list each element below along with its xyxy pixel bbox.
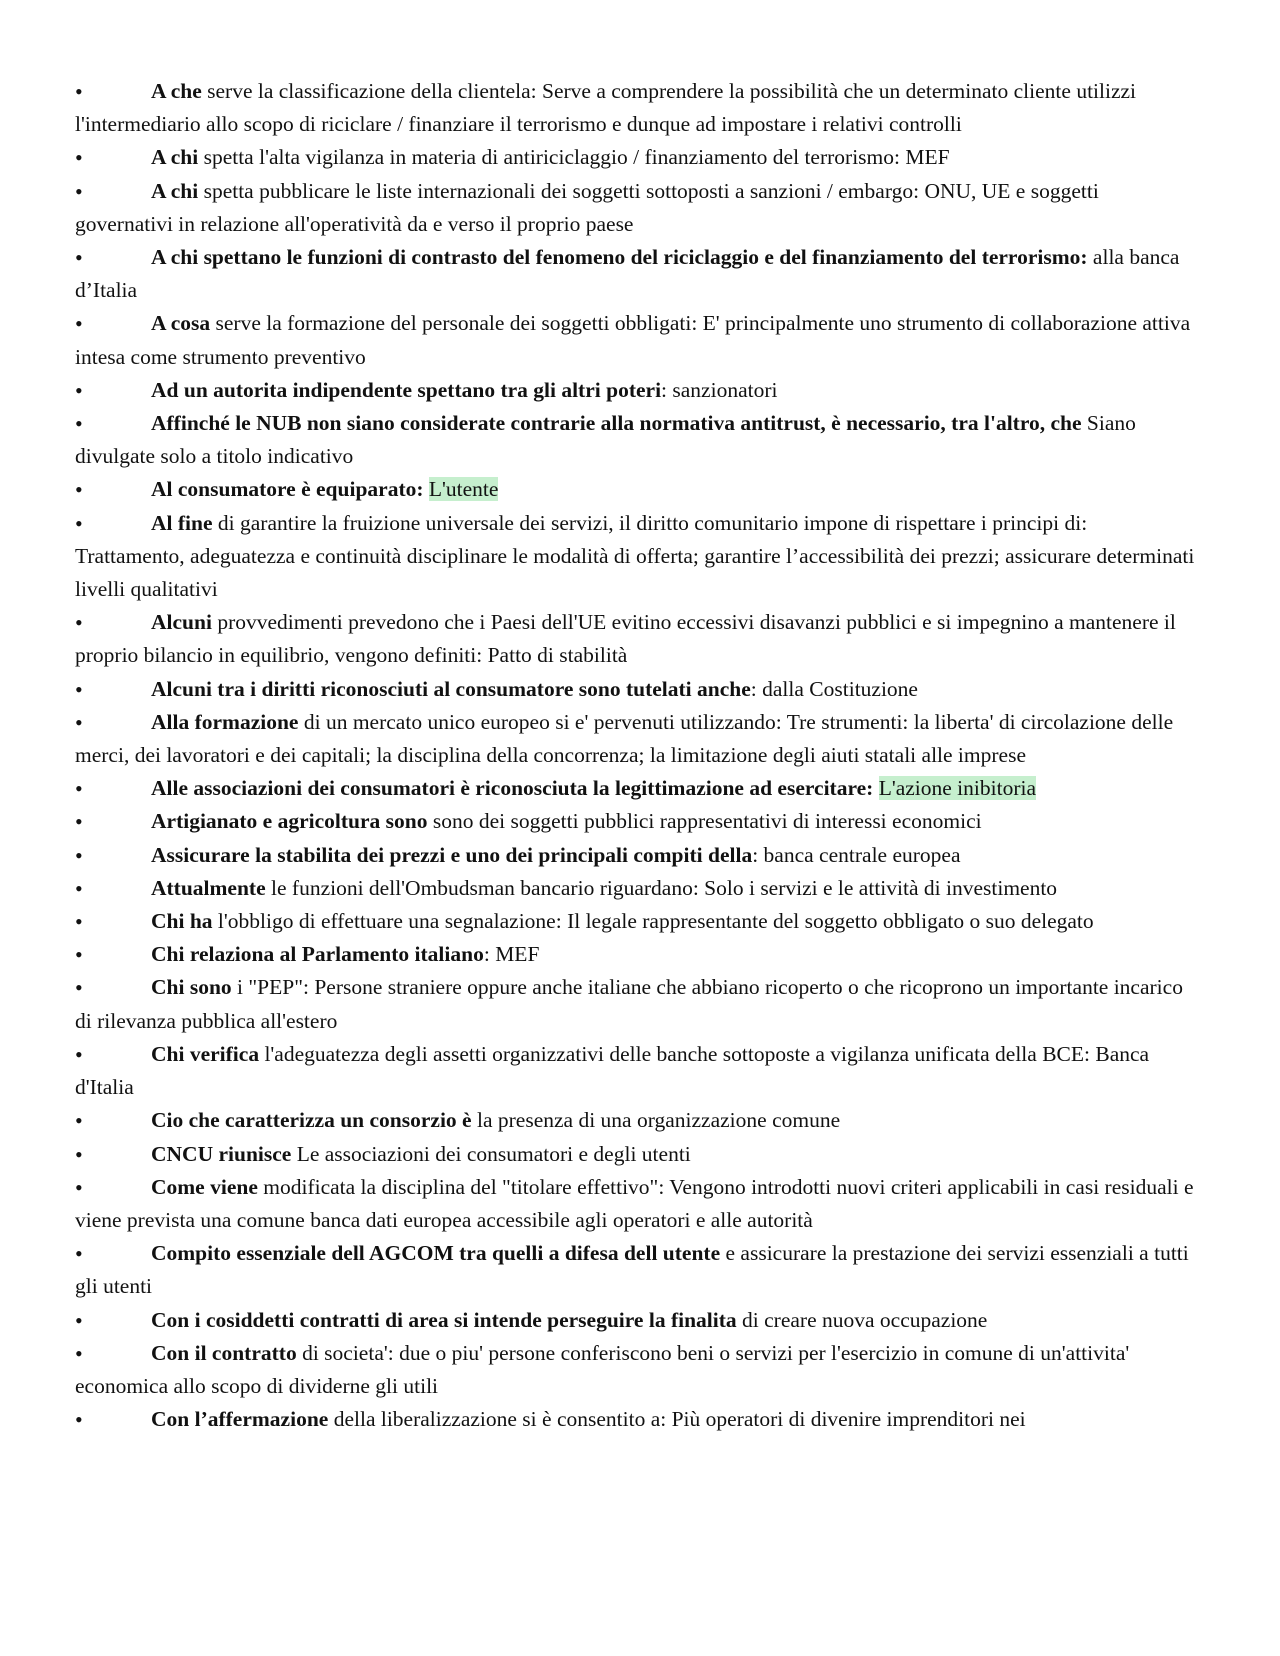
list-item bbox=[75, 1337, 1200, 1403]
list-item bbox=[75, 307, 1200, 373]
item-text: sono dei soggetti pubblici rappresentativi di interessi economici bbox=[427, 809, 982, 834]
item-highlighted-answer: L'azione inibitoria bbox=[878, 776, 1036, 801]
bullet-icon: • bbox=[75, 875, 83, 901]
item-text: di un mercato unico europeo si e' pervenuti utilizzando: Tre strumenti: la liberta' di circolazione delle merci, dei lavoratori e dei capitali; la disciplina della concorrenza; la limitazione degli aiuti statali alle imprese bbox=[75, 709, 1174, 768]
bullet-icon: • bbox=[75, 1307, 83, 1333]
item-highlighted-answer: L'utente bbox=[428, 477, 499, 502]
item-text: l'adeguatezza degli assetti organizzativi delle banche sottoposte a vigilanza unificata della BCE: Banca d'Italia bbox=[75, 1041, 1150, 1100]
list-item bbox=[75, 374, 1200, 407]
quiz-answer-list bbox=[75, 75, 1200, 1436]
bullet-icon: • bbox=[75, 145, 83, 171]
list-item bbox=[75, 606, 1200, 672]
bullet-icon: • bbox=[75, 311, 83, 337]
item-lead-bold: Affinché le NUB non siano considerate contrarie alla normativa antitrust, è necessario, tra l'altro, che bbox=[151, 411, 1082, 436]
item-text: serve la classificazione della clientela: Serve a comprendere la possibilità che un determinato cliente utilizzi l'intermediario allo scopo di riciclare / finanziare il terrorismo e dunque ad impostare i relativi controlli bbox=[75, 79, 1137, 137]
list-item bbox=[75, 175, 1200, 241]
list-item bbox=[75, 772, 1200, 805]
bullet-icon: • bbox=[75, 942, 83, 968]
item-lead-bold: Al fine bbox=[151, 510, 213, 535]
bullet-icon: • bbox=[75, 909, 83, 935]
list-item bbox=[75, 1138, 1200, 1171]
bullet-icon: • bbox=[75, 510, 83, 536]
bullet-icon: • bbox=[75, 709, 83, 735]
item-lead-bold: Alla formazione bbox=[151, 709, 299, 734]
bullet-icon: • bbox=[75, 1141, 83, 1167]
list-item bbox=[75, 407, 1200, 473]
item-text: spetta l'alta vigilanza in materia di antiriciclaggio / finanziamento del terrorismo: MEF bbox=[198, 145, 950, 170]
item-lead-bold: Attualmente bbox=[151, 875, 266, 900]
item-text: : sanzionatori bbox=[661, 377, 778, 402]
bullet-icon: • bbox=[75, 79, 83, 104]
item-text: di creare nuova occupazione bbox=[736, 1307, 988, 1332]
item-lead-bold: Al consumatore è equiparato: bbox=[151, 477, 424, 502]
list-item bbox=[75, 1104, 1200, 1137]
list-item bbox=[75, 1171, 1200, 1237]
list-item bbox=[75, 905, 1200, 938]
bullet-icon: • bbox=[75, 1041, 83, 1067]
item-lead-bold: Alcuni bbox=[151, 610, 212, 635]
item-text: : dalla Costituzione bbox=[750, 676, 918, 701]
bullet-icon: • bbox=[75, 178, 83, 204]
list-item bbox=[75, 839, 1200, 872]
bullet-icon: • bbox=[75, 1108, 83, 1134]
bullet-icon: • bbox=[75, 477, 83, 503]
item-lead-bold: Alle associazioni dei consumatori è riconosciuta la legittimazione ad esercitare: bbox=[151, 776, 874, 801]
item-text: modificata la disciplina del "titolare effettivo": Vengono introdotti nuovi criteri applicabili in casi residuali e viene prevista una comune banca dati europea accessibile agli operatori e alle autorità bbox=[75, 1174, 1194, 1232]
list-item bbox=[75, 971, 1200, 1037]
item-lead-bold: Chi verifica bbox=[151, 1041, 260, 1066]
bullet-icon: • bbox=[75, 411, 83, 437]
item-lead-bold: Con l’affermazione bbox=[151, 1407, 329, 1432]
item-text: provvedimenti prevedono che i Paesi dell'UE evitino eccessivi disavanzi pubblici e si impegnino a mantenere il proprio bilancio in equilibrio, vengono definiti: Patto di stabilità bbox=[75, 610, 1176, 668]
list-item bbox=[75, 706, 1200, 772]
item-text: della liberalizzazione si è consentito a: Più operatori di divenire imprenditori nei bbox=[328, 1407, 1026, 1432]
item-lead-bold: Ad un autorita indipendente spettano tra gli altri poteri bbox=[151, 377, 662, 402]
item-text bbox=[873, 776, 878, 800]
list-item bbox=[75, 141, 1200, 174]
item-lead-bold: Cio che caratterizza un consorzio è bbox=[151, 1108, 472, 1133]
bullet-icon: • bbox=[75, 809, 83, 835]
list-item bbox=[75, 1403, 1200, 1436]
item-text: Le associazioni dei consumatori e degli utenti bbox=[291, 1141, 691, 1166]
item-text: spetta pubblicare le liste internazionali dei soggetti sottoposti a sanzioni / embargo: ONU, UE e soggetti governativi in relazione all'operatività da e verso il proprio paese bbox=[75, 178, 1099, 236]
item-lead-bold: Con il contratto bbox=[151, 1340, 297, 1365]
item-text: alla banca d’Italia bbox=[75, 245, 1180, 303]
list-item bbox=[75, 805, 1200, 838]
item-text: e assicurare la prestazione dei servizi essenziali a tutti gli utenti bbox=[75, 1241, 1189, 1299]
list-item bbox=[75, 938, 1200, 971]
list-item bbox=[75, 241, 1200, 307]
item-lead-bold: Chi ha bbox=[151, 909, 213, 934]
bullet-icon: • bbox=[75, 1174, 83, 1200]
list-item bbox=[75, 1038, 1200, 1104]
bullet-icon: • bbox=[75, 610, 83, 636]
bullet-icon: • bbox=[75, 842, 83, 868]
list-item bbox=[75, 473, 1200, 506]
item-lead-bold: A chi bbox=[151, 178, 199, 203]
item-lead-bold: Chi sono bbox=[151, 975, 232, 1000]
item-lead-bold: Artigianato e agricoltura sono bbox=[151, 809, 428, 834]
list-item bbox=[75, 1304, 1200, 1337]
item-text: Siano divulgate solo a titolo indicativo bbox=[75, 411, 1136, 469]
item-lead-bold: A cosa bbox=[151, 311, 211, 336]
list-item bbox=[75, 673, 1200, 706]
bullet-icon: • bbox=[75, 1340, 83, 1366]
item-lead-bold: Come viene bbox=[151, 1174, 258, 1199]
item-lead-bold: Chi relaziona al Parlamento italiano bbox=[151, 942, 484, 967]
item-text: l'obbligo di effettuare una segnalazione: Il legale rappresentante del soggetto obbligato o suo delegato bbox=[212, 909, 1094, 934]
item-text: la presenza di una organizzazione comune bbox=[471, 1108, 841, 1133]
item-text: serve la formazione del personale dei soggetti obbligati: E' principalmente uno strumento di collaborazione attiva intesa come strumento preventivo bbox=[75, 311, 1191, 369]
bullet-icon: • bbox=[75, 1241, 83, 1267]
bullet-icon: • bbox=[75, 776, 83, 802]
item-text: i "PEP": Persone straniere oppure anche italiane che abbiano ricoperto o che ricoprono un importante incarico di rilevanza pubblica all'estero bbox=[75, 975, 1183, 1033]
item-lead-bold: A chi spettano le funzioni di contrasto del fenomeno del riciclaggio e del finanziamento del terrorismo: bbox=[151, 245, 1088, 270]
item-text: di societa': due o piu' persone conferiscono beni o servizi per l'esercizio in comune di un'attivita' economica allo scopo di dividerne gli utili bbox=[75, 1340, 1130, 1398]
item-lead-bold: A che bbox=[151, 79, 202, 103]
bullet-icon: • bbox=[75, 377, 83, 403]
item-lead-bold: Alcuni tra i diritti riconosciuti al consumatore sono tutelati anche bbox=[151, 676, 751, 701]
item-text: : banca centrale europea bbox=[752, 842, 961, 867]
bullet-icon: • bbox=[75, 245, 83, 271]
item-lead-bold: A chi bbox=[151, 145, 199, 170]
item-text: le funzioni dell'Ombudsman bancario riguardano: Solo i servizi e le attività di investimento bbox=[265, 875, 1058, 900]
bullet-icon: • bbox=[75, 1407, 83, 1433]
item-lead-bold: Compito essenziale dell AGCOM tra quelli a difesa dell utente bbox=[151, 1241, 721, 1266]
item-text: di garantire la fruizione universale dei servizi, il diritto comunitario impone di rispettare i principi di: Trattamento, adeguatezza e continuità disciplinare le modalità di offerta; garantire l’accessibilità dei prezzi; assicurare determinati livelli qualitativi bbox=[75, 510, 1195, 602]
item-text: : MEF bbox=[483, 942, 540, 967]
list-item bbox=[75, 1237, 1200, 1303]
list-item bbox=[75, 507, 1200, 607]
list-item bbox=[75, 75, 1200, 141]
item-lead-bold: CNCU riunisce bbox=[151, 1141, 292, 1166]
bullet-icon: • bbox=[75, 975, 83, 1001]
item-lead-bold: Con i cosiddetti contratti di area si intende perseguire la finalita bbox=[151, 1307, 737, 1332]
list-item bbox=[75, 872, 1200, 905]
bullet-icon: • bbox=[75, 676, 83, 702]
item-lead-bold: Assicurare la stabilita dei prezzi e uno dei principali compiti della bbox=[151, 842, 753, 867]
